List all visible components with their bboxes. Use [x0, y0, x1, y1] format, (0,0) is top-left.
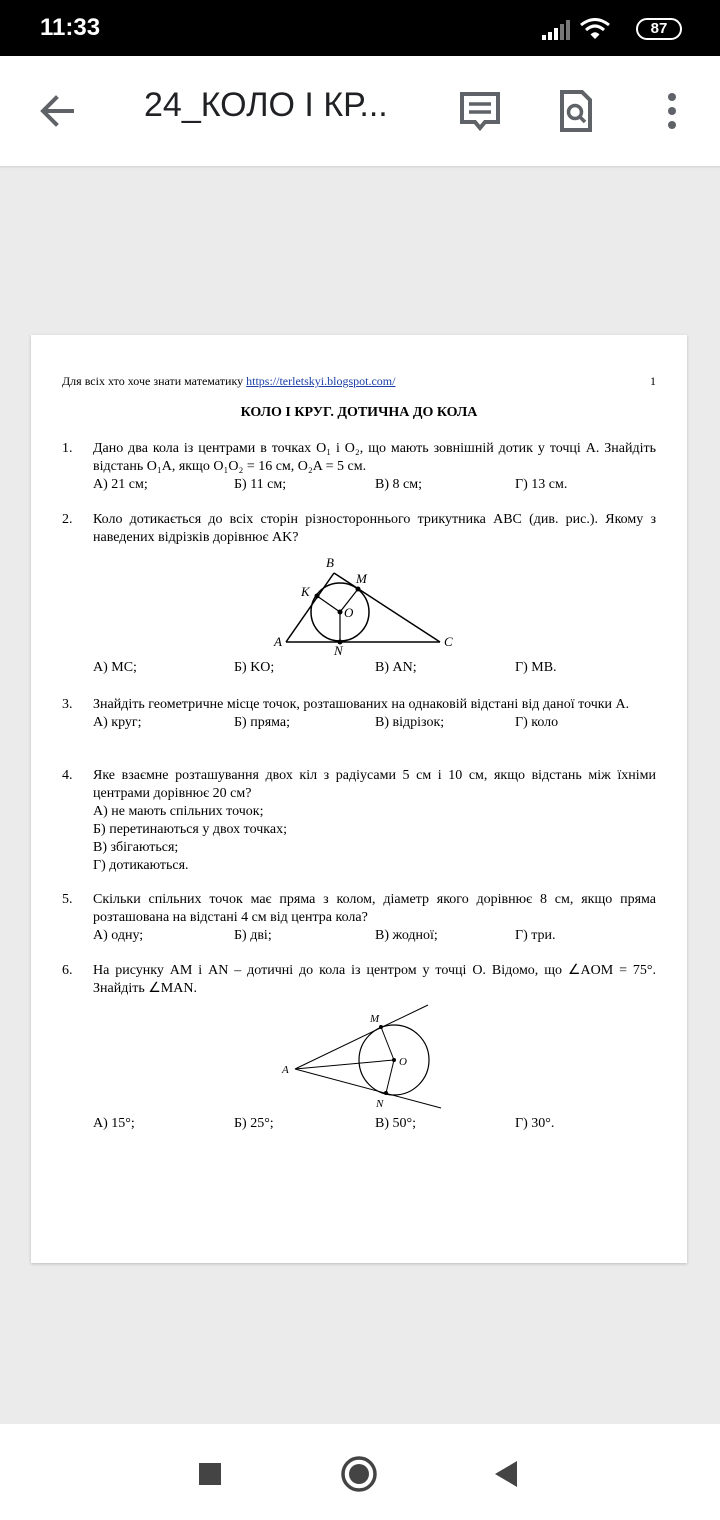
option-d: Г) 30°. — [515, 1116, 555, 1131]
back-arrow-icon[interactable] — [32, 86, 82, 136]
question-text: На рисунку AM і AN – дотичні до кола із центром у точці O. Відомо, що ∠AOM = 75°. Знайдіть ∠MAN. — [93, 963, 656, 996]
label-k: K — [301, 584, 310, 599]
option-c: В) 50°; — [375, 1116, 416, 1131]
label-m: M — [356, 571, 367, 586]
triangle-figure — [271, 553, 461, 655]
option-d: Г) дотикаються. — [93, 858, 189, 873]
status-bar — [0, 0, 720, 56]
option-b: Б) пряма; — [234, 715, 290, 730]
question-6-options — [62, 1115, 656, 1133]
option-d: Г) MB. — [515, 660, 557, 675]
question-number: 2. — [62, 512, 73, 527]
page-number: 1 — [650, 374, 656, 388]
option-b: Б) перетинаються у двох точках; — [93, 822, 287, 837]
question-2 — [62, 511, 656, 547]
question-number: 5. — [62, 892, 73, 907]
question-number: 1. — [62, 441, 73, 456]
question-number: 6. — [62, 963, 73, 978]
navigation-bar — [0, 1424, 720, 1520]
answer-options — [93, 714, 656, 732]
question-text: Коло дотикається до всіх сторін різностороннього трикутника ABC (див. рис.). Якому з наведених відрізків дорівнює AK? — [93, 512, 656, 545]
question-5 — [62, 891, 656, 945]
answer-options — [93, 476, 656, 494]
option-a: А) одну; — [93, 928, 144, 943]
question-number: 3. — [62, 697, 73, 712]
label-m: M — [370, 1013, 380, 1025]
document-title: 24_КОЛО І КР... — [144, 86, 388, 124]
label-a: A — [274, 634, 282, 649]
question-text: Знайдіть геометричне місце точок, розташованих на однаковій відстані від даної точки A. — [93, 697, 630, 712]
option-c: В) AN; — [375, 660, 417, 675]
status-icons — [542, 18, 682, 42]
document-page — [31, 335, 687, 1263]
label-n: N — [376, 1098, 384, 1110]
option-a: А) 15°; — [93, 1116, 135, 1131]
question-1 — [62, 440, 656, 494]
question-6 — [62, 962, 656, 998]
label-o: O — [399, 1056, 407, 1068]
question-number: 4. — [62, 768, 73, 783]
option-d: Г) три. — [515, 928, 556, 943]
option-c: В) 8 см; — [375, 477, 422, 492]
answer-options — [93, 927, 656, 945]
header-text: Для всіх хто хоче знати математику — [62, 374, 244, 388]
label-o: O — [344, 605, 354, 620]
search-document-icon[interactable] — [551, 86, 601, 136]
answer-options — [93, 1115, 656, 1133]
nav-back-icon[interactable] — [484, 1452, 528, 1496]
question-2-options — [62, 659, 656, 677]
label-a: A — [282, 1064, 289, 1076]
option-d: Г) 13 см. — [515, 477, 568, 492]
option-c: В) збігаються; — [93, 840, 179, 855]
option-c: В) відрізок; — [375, 715, 445, 730]
option-c: В) жодної; — [375, 928, 438, 943]
option-a: А) MC; — [93, 660, 137, 675]
option-b: Б) KO; — [234, 660, 275, 675]
nav-home-icon[interactable] — [337, 1452, 381, 1496]
option-b: Б) 11 см; — [234, 477, 287, 492]
question-text: Скільки спільних точок має пряма з колом, діаметр якого дорівнює 8 см, якщо пряма розташована на відстані 4 см від центра кола? — [93, 892, 656, 925]
option-d: Г) коло — [515, 715, 559, 730]
label-b: B — [326, 555, 334, 570]
app-bar — [0, 56, 720, 166]
question-3 — [62, 696, 656, 732]
question-4 — [62, 767, 656, 875]
signal-icon — [542, 20, 570, 40]
wifi-icon — [580, 18, 610, 40]
battery-indicator: 87 — [636, 18, 682, 40]
status-time: 11:33 — [40, 14, 101, 41]
option-a: А) 21 см; — [93, 477, 148, 492]
page-header — [62, 374, 656, 389]
header-link[interactable]: https://terletskyi.blogspot.com/ — [246, 374, 396, 388]
option-b: Б) дві; — [234, 928, 272, 943]
option-a: А) не мають спільних точок; — [93, 804, 264, 819]
option-a: А) круг; — [93, 715, 142, 730]
option-b: Б) 25°; — [234, 1116, 274, 1131]
tangents-figure — [276, 1003, 451, 1115]
label-c: C — [444, 634, 453, 649]
label-n: N — [334, 643, 343, 655]
more-vert-icon[interactable] — [647, 86, 697, 136]
comment-icon[interactable] — [455, 86, 505, 136]
question-text: Дано два кола із центрами в точках O₁ і O₂, що мають зовнішній дотик у точці A. Знайдіть відстань O₁A, якщо O₁O₂ = 16 см, O₂A = 5 см. — [93, 441, 656, 474]
answer-options — [93, 659, 656, 677]
nav-recents-icon[interactable] — [188, 1452, 232, 1496]
page-title: КОЛО І КРУГ. ДОТИЧНА ДО КОЛА — [240, 405, 478, 420]
question-text: Яке взаємне розташування двох кіл з радіусами 5 см і 10 см, якщо відстань між їхніми центрами дорівнює 20 см? — [93, 768, 656, 801]
